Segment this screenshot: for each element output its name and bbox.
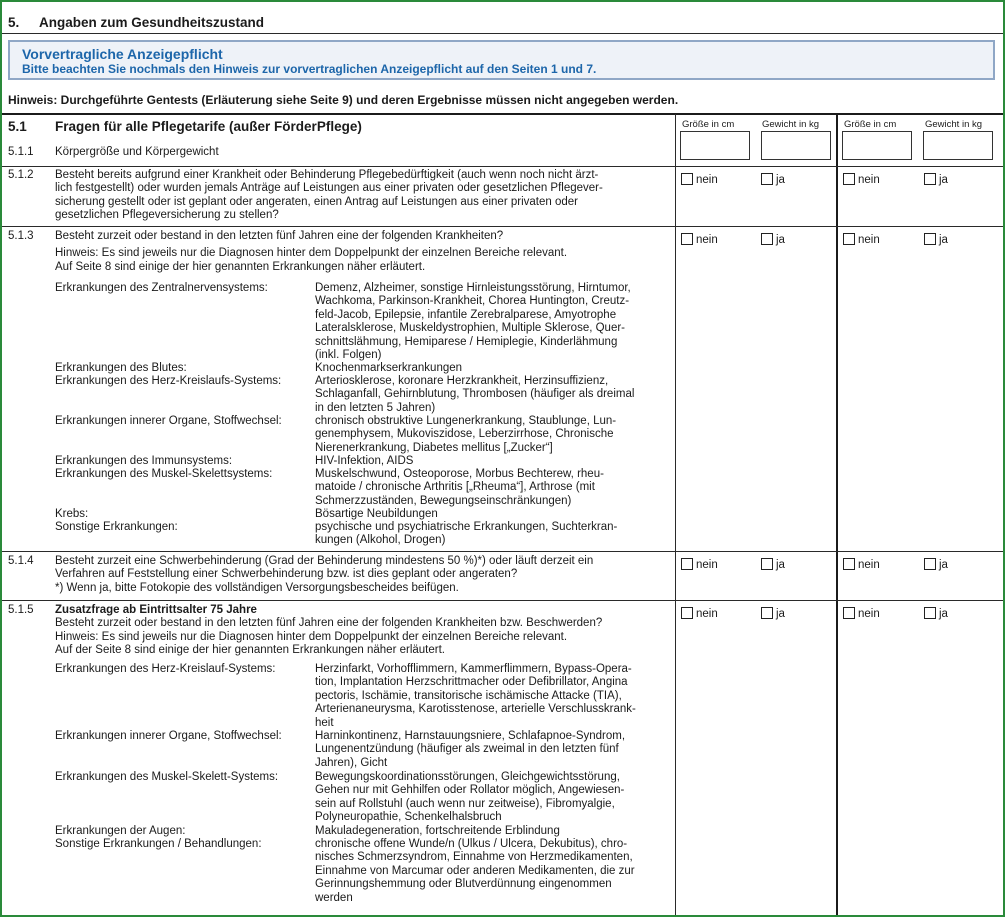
checkbox-label: nein bbox=[696, 234, 718, 246]
text-line: gesetzlichen Pflegeversicherung zu stellen? bbox=[55, 209, 279, 222]
category-desc: Bewegungskoordinationsstörungen, Gleichgewichtsstörung, Gehen nur mit Gehhilfen oder Rollator möglich, Angewiesen- sein auf Rollstuhl (auch wenn nur zeitweise), Fibromyalgie, Polyneuropathie, Schenkelhalsbruch bbox=[315, 771, 625, 824]
category-label: Erkrankungen der Augen: bbox=[55, 825, 186, 837]
col-header-gewicht-1: Gewicht in kg bbox=[762, 119, 820, 130]
question-number: 5.1.1 bbox=[8, 146, 34, 158]
checkbox-label: nein bbox=[858, 608, 880, 620]
text-line: Auf Seite 8 sind einige der hier genannten Erkrankungen näher erläutert. bbox=[55, 260, 426, 273]
category-desc: Knochenmarkserkrankungen bbox=[315, 362, 463, 374]
checkbox-nein-5-1-4-person1[interactable] bbox=[681, 559, 718, 571]
text-line: Hinweis: Es sind jeweils nur die Diagnosen hinter dem Doppelpunkt der einzelnen Bereiche relevant. bbox=[55, 247, 568, 260]
category-desc: Harninkontinenz, Harnstauungsniere, Schlafapnoe-Syndrom, Lungenentzündung (häufiger als zweimal in den letzten fünf Jahren), Gicht bbox=[315, 730, 626, 769]
category-label: Krebs: bbox=[55, 508, 89, 520]
checkbox-label: nein bbox=[696, 608, 718, 620]
subsection-title: Fragen für alle Pflegetarife (außer FörderPflege) bbox=[55, 119, 362, 134]
category-label: Erkrankungen des Herz-Kreislauf-Systems: bbox=[55, 663, 276, 675]
checkbox-box[interactable] bbox=[843, 233, 855, 245]
question-text bbox=[55, 230, 675, 274]
checkbox-box[interactable] bbox=[681, 173, 693, 185]
notice-title: Vorvertragliche Anzeigepflicht bbox=[22, 46, 223, 62]
category-desc: psychische und psychiatrische Erkrankungen, Suchterkran- kungen (Alkohol, Drogen) bbox=[315, 521, 618, 547]
category-label: Erkrankungen des Herz-Kreislaufs-Systems: bbox=[55, 375, 282, 387]
checkbox-ja-5-1-5-person1[interactable] bbox=[761, 608, 785, 620]
section-number: 5. bbox=[8, 15, 20, 30]
checkbox-label: nein bbox=[858, 559, 880, 571]
category-desc: Bösartige Neubildungen bbox=[315, 508, 438, 520]
category-label: Erkrankungen des Immunsystems: bbox=[55, 455, 233, 467]
checkbox-box[interactable] bbox=[843, 558, 855, 570]
checkbox-label: ja bbox=[939, 234, 948, 246]
category-desc: HIV-Infektion, AIDS bbox=[315, 455, 414, 467]
question-number: 5.1.4 bbox=[8, 555, 34, 567]
groesse-input-1[interactable] bbox=[680, 131, 750, 160]
checkbox-ja-5-1-3-person2[interactable] bbox=[924, 234, 948, 246]
checkbox-box[interactable] bbox=[681, 558, 693, 570]
gewicht-input-1[interactable] bbox=[761, 131, 831, 160]
subsection-number: 5.1 bbox=[8, 119, 27, 134]
checkbox-ja-5-1-2-person1[interactable] bbox=[761, 174, 785, 186]
question-text: Körpergröße und Körpergewicht bbox=[55, 146, 219, 158]
category-label: Erkrankungen des Blutes: bbox=[55, 362, 187, 374]
checkbox-box[interactable] bbox=[681, 233, 693, 245]
divider bbox=[2, 113, 1003, 115]
section-title: Angaben zum Gesundheitszustand bbox=[39, 15, 265, 30]
text-line: Besteht bereits aufgrund einer Krankheit oder Behinderung Pflegebedürftigkeit (auch wenn noch nicht ärzt- bbox=[55, 169, 599, 181]
col-header-groesse-2: Größe in cm bbox=[844, 119, 897, 130]
checkbox-box[interactable] bbox=[924, 233, 936, 245]
checkbox-ja-5-1-4-person2[interactable] bbox=[924, 559, 948, 571]
section-header bbox=[8, 15, 264, 30]
question-text: Besteht zurzeit eine Schwerbehinderung (Grad der Behinderung mindestens 50 %)*) oder läuft derzeit ein Verfahren auf Feststellung einer Schwerbehinderung bzw. ist dies geplant oder angeraten? *) Wenn ja, bitte Fotokopie des vollständigen Versorgungsbescheides beifügen. bbox=[55, 555, 594, 594]
gewicht-input-2[interactable] bbox=[923, 131, 993, 160]
checkbox-nein-5-1-2-person1[interactable] bbox=[681, 174, 718, 186]
checkbox-nein-5-1-5-person2[interactable] bbox=[843, 608, 880, 620]
checkbox-box[interactable] bbox=[761, 558, 773, 570]
checkbox-box[interactable] bbox=[924, 607, 936, 619]
col-header-gewicht-2: Gewicht in kg bbox=[925, 119, 983, 130]
checkbox-ja-5-1-5-person2[interactable] bbox=[924, 608, 948, 620]
checkbox-label: ja bbox=[939, 608, 948, 620]
checkbox-box[interactable] bbox=[843, 607, 855, 619]
question-number: 5.1.2 bbox=[8, 169, 34, 181]
category-label: Erkrankungen innerer Organe, Stoffwechsel: bbox=[55, 730, 282, 742]
checkbox-label: nein bbox=[696, 559, 718, 571]
category-desc: chronische offene Wunde/n (Ulkus / Ulcera, Dekubitus), chro- nisches Schmerzsyndrom, Einnahme von Herzmedikamenten, Einnahme von Marcumar oder anderen Medikamenten, die zur Gerinnungshemmung oder Blutverdünnung eingenommen werden bbox=[315, 838, 635, 904]
category-desc: Muskelschwund, Osteoporose, Morbus Bechterew, rheu- matoide / chronische Arthritis [„Rheuma“], Arthrose (mit Schmerzzuständen, Bewegungseinschränkungen) bbox=[315, 468, 604, 507]
category-desc: Herzinfarkt, Vorhofflimmern, Kammerflimmern, Bypass-Opera- tion, Implantation Herzschrittmacher oder Defibrillator, Angina pectoris, Ischämie, transitorische ischämische Attacke (TIA), Arterienaneurysma, Karotisstenose, arterielle Verschlusskrank- heit bbox=[315, 663, 636, 729]
checkbox-nein-5-1-4-person2[interactable] bbox=[843, 559, 880, 571]
checkbox-box[interactable] bbox=[681, 607, 693, 619]
text-line: sicherung gestellt oder ist geplant oder angeraten, einen Antrag auf Leistungen aus einer privaten oder bbox=[55, 195, 578, 208]
checkbox-label: ja bbox=[776, 608, 785, 620]
checkbox-label: nein bbox=[858, 234, 880, 246]
groesse-input-2[interactable] bbox=[842, 131, 912, 160]
category-label: Erkrankungen des Muskel-Skelett-Systems: bbox=[55, 771, 279, 783]
checkbox-label: ja bbox=[776, 174, 785, 186]
checkbox-box[interactable] bbox=[924, 173, 936, 185]
checkbox-nein-5-1-3-person2[interactable] bbox=[843, 234, 880, 246]
category-label: Erkrankungen des Zentralnervensystems: bbox=[55, 282, 268, 294]
column-separator bbox=[836, 114, 838, 915]
category-label: Erkrankungen innerer Organe, Stoffwechsel: bbox=[55, 415, 282, 427]
notice-box bbox=[8, 40, 995, 80]
text-line: Besteht zurzeit oder bestand in den letzten fünf Jahren eine der folgenden Krankheiten? bbox=[55, 230, 504, 242]
checkbox-label: ja bbox=[776, 559, 785, 571]
divider bbox=[2, 551, 1003, 552]
category-label: Sonstige Erkrankungen / Behandlungen: bbox=[55, 838, 262, 850]
checkbox-box[interactable] bbox=[761, 233, 773, 245]
checkbox-ja-5-1-2-person2[interactable] bbox=[924, 174, 948, 186]
divider bbox=[2, 166, 1003, 167]
col-header-groesse-1: Größe in cm bbox=[682, 119, 735, 130]
category-label: Erkrankungen des Muskel-Skelettsystems: bbox=[55, 468, 273, 480]
checkbox-label: ja bbox=[939, 559, 948, 571]
checkbox-ja-5-1-4-person1[interactable] bbox=[761, 559, 785, 571]
checkbox-nein-5-1-5-person1[interactable] bbox=[681, 608, 718, 620]
notice-text: Bitte beachten Sie nochmals den Hinweis zur vorvertraglichen Anzeigepflicht auf den Seiten 1 und 7. bbox=[22, 62, 597, 76]
question-number: 5.1.3 bbox=[8, 230, 34, 242]
checkbox-ja-5-1-3-person1[interactable] bbox=[761, 234, 785, 246]
checkbox-label: nein bbox=[858, 174, 880, 186]
checkbox-box[interactable] bbox=[761, 607, 773, 619]
category-label: Sonstige Erkrankungen: bbox=[55, 521, 178, 533]
category-desc: Arteriosklerose, koronare Herzkrankheit, Herzinsuffizienz, Schlaganfall, Gehirnblutung, Thrombosen (häufiger als dreimal in den letzten 5 Jahren) bbox=[315, 375, 635, 414]
question-text: Zusatzfrage ab Eintrittsalter 75 Jahre Besteht zurzeit oder bestand in den letzten fünf Jahren eine der folgenden Krankheiten bzw. Beschwerden? Hinweis: Es sind jeweils nur die Diagnosen hinter dem Doppelpunkt der einzelnen Bereiche relevant. Auf der Seite 8 sind einige der hier genannten Erkrankungen näher erläutert. bbox=[55, 604, 675, 658]
column-separator bbox=[675, 114, 676, 915]
gentest-hint: Hinweis: Durchgeführte Gentests (Erläuterung siehe Seite 9) und deren Ergebnisse müssen nicht angegeben werden. bbox=[8, 93, 679, 107]
checkbox-box[interactable] bbox=[924, 558, 936, 570]
divider bbox=[2, 600, 1003, 601]
checkbox-label: ja bbox=[776, 234, 785, 246]
category-desc: chronisch obstruktive Lungenerkrankung, Staublunge, Lun- genemphysem, Mukoviszidose, Leberzirrhose, Chronische Nierenerkrankung, Diabetes mellitus [„Zucker“] bbox=[315, 415, 617, 454]
text-line: lich festgestellt) oder wurden jemals Anträge auf Leistungen aus einer privaten oder gesetzlichen Pflegever- bbox=[55, 182, 603, 195]
checkbox-label: nein bbox=[696, 174, 718, 186]
category-desc: Makuladegeneration, fortschreitende Erblindung bbox=[315, 825, 560, 837]
checkbox-box[interactable] bbox=[843, 173, 855, 185]
category-desc: Demenz, Alzheimer, sonstige Hirnleistungsstörung, Hirntumor, Wachkoma, Parkinson-Krankheit, Chorea Huntington, Creutz- feld-Jacob, Epilepsie, infantile Zerebralparese, Amyotrophe Lateralsklerose, Muskeldystrophien, Multiple Sklerose, Quer- schnittslähmung, Hemiparese / Hemiplegie, Kinderlähmung (inkl. Folgen) bbox=[315, 282, 631, 362]
question-number: 5.1.5 bbox=[8, 604, 34, 616]
divider bbox=[2, 226, 1003, 227]
checkbox-label: ja bbox=[939, 174, 948, 186]
divider bbox=[2, 33, 1003, 34]
checkbox-box[interactable] bbox=[761, 173, 773, 185]
question-title: Zusatzfrage ab Eintrittsalter 75 Jahre bbox=[55, 604, 257, 616]
question-text bbox=[55, 169, 675, 223]
checkbox-nein-5-1-2-person2[interactable] bbox=[843, 174, 880, 186]
checkbox-nein-5-1-3-person1[interactable] bbox=[681, 234, 718, 246]
